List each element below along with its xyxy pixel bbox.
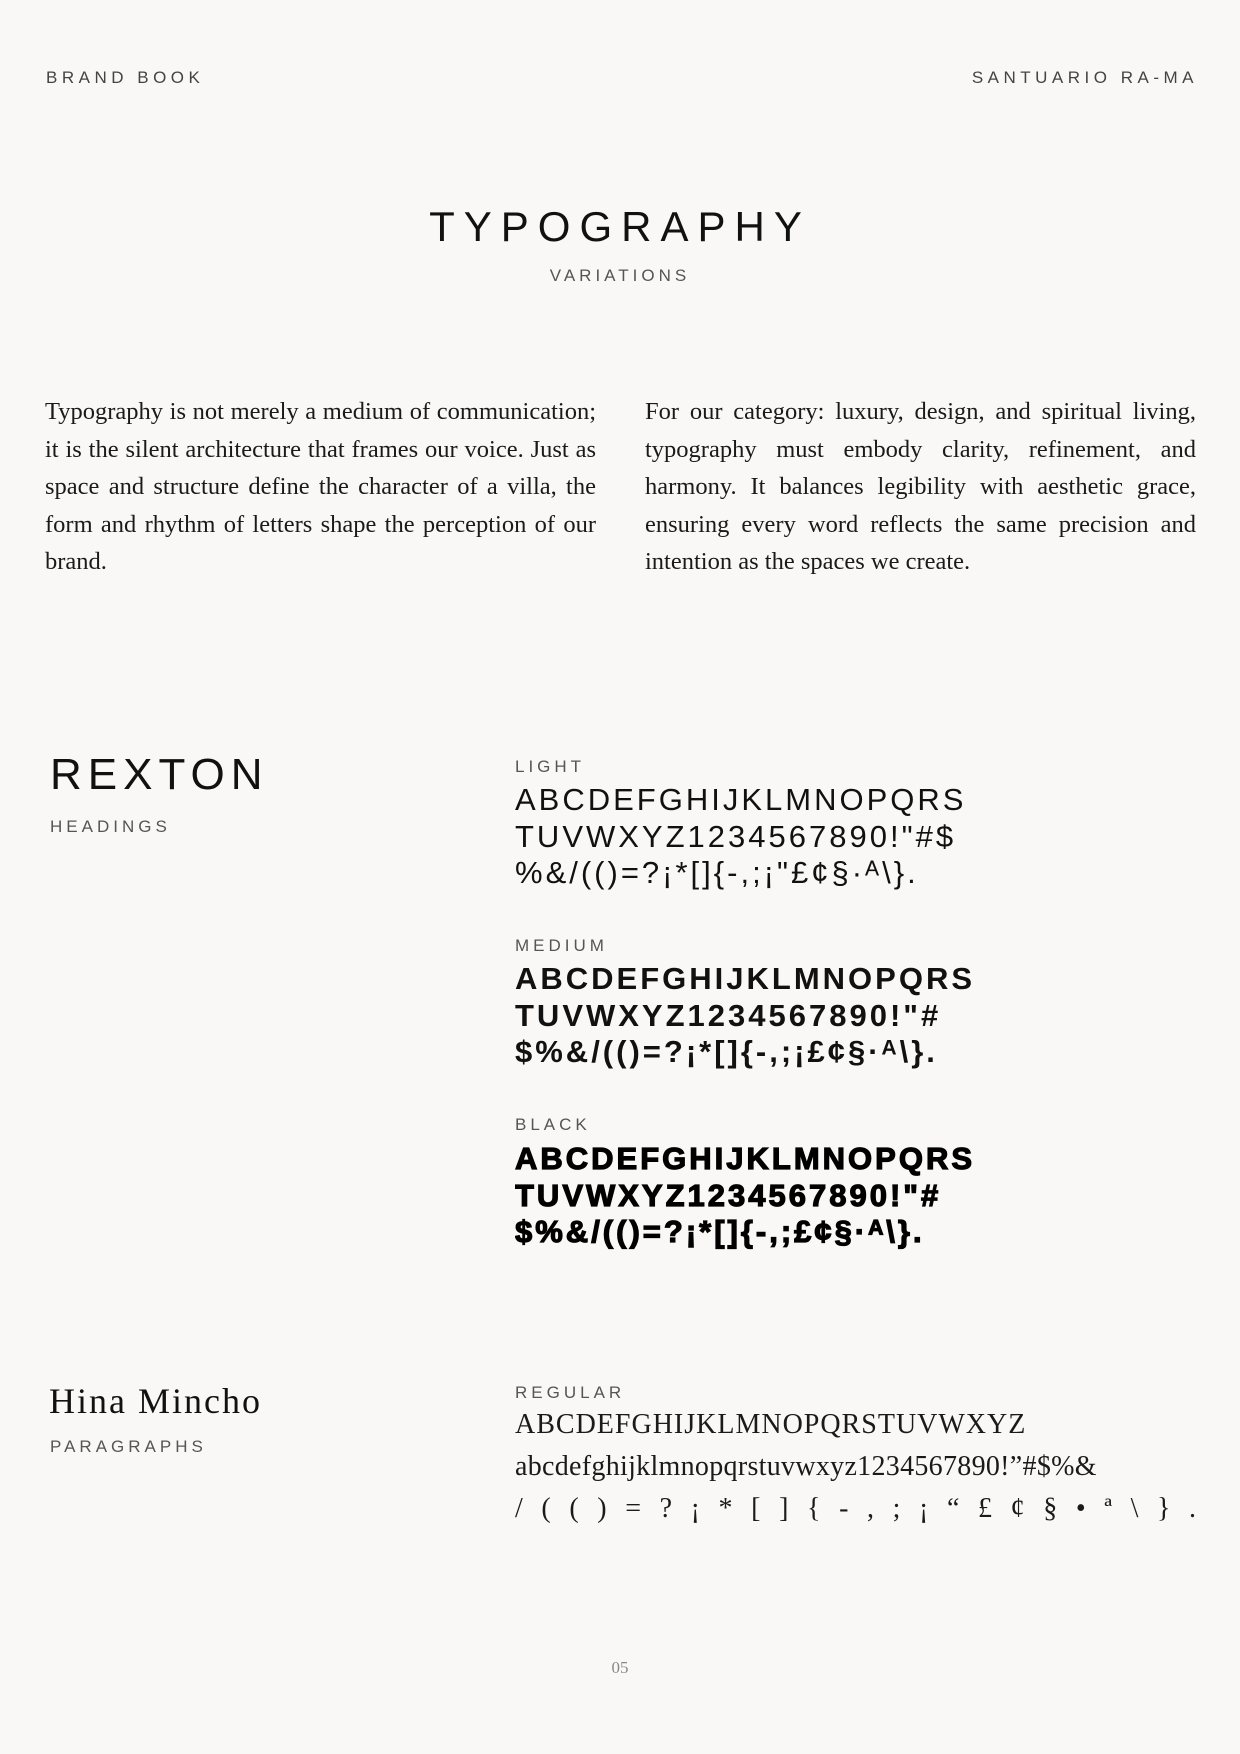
hina-mincho-regular-specimen: [515, 1404, 1197, 1530]
intro-paragraph-left: Typography is not merely a medium of communication; it is the silent architecture that frames our voice. Just as space and structure define the character of a villa, the form and rhythm of letters shape the perception of our brand.: [45, 398, 596, 575]
header-brand-name-label: SANTUARIO RA-MA: [971, 68, 1198, 87]
rexton-font-role: HEADINGS: [50, 817, 171, 836]
header-brand-book-label: BRAND BOOK: [46, 68, 205, 87]
rexton-light-specimen: [515, 782, 1197, 892]
specimen-line: $%&/(()=?¡*[]{-,;£¢§·ᴬ\}.: [515, 1214, 925, 1249]
specimen-line: TUVWXYZ1234567890!"#$: [515, 818, 957, 854]
specimen-line: / ( ( ) = ? ¡ * [ ] { - , ; ¡ “ £ ¢ § • ª \ } .: [515, 1493, 1197, 1524]
rexton-medium-specimen: [515, 961, 1197, 1071]
rexton-font-name: REXTON: [50, 750, 269, 799]
rexton-black-specimen: [515, 1141, 1197, 1251]
specimen-line: abcdefghijklmnopqrstuvwxyz1234567890!”#$%&: [515, 1451, 1097, 1482]
specimen-line: %&/(()=?¡*[]{-,;¡"£¢§·ᴬ\}.: [515, 855, 919, 890]
specimen-line: TUVWXYZ1234567890!"#: [515, 997, 942, 1033]
rexton-medium-label: MEDIUM: [515, 936, 608, 955]
specimen-line: $%&/(()=?¡*[]{-,;¡£¢§·ᴬ\}.: [515, 1034, 938, 1069]
page-title: TYPOGRAPHY: [429, 203, 811, 250]
specimen-line: ABCDEFGHIJKLMNOPQRS: [515, 1141, 976, 1176]
intro-paragraph-right: For our category: luxury, design, and spiritual living, typography must embody clarity, refinement, and harmony. It balances legibility with aesthetic grace, ensuring every word reflects the same precision and intention as the spaces we create.: [645, 398, 1196, 575]
specimen-line: ABCDEFGHIJKLMNOPQRS: [515, 782, 967, 817]
hina-mincho-regular-label: REGULAR: [515, 1383, 626, 1402]
page-subtitle: VARIATIONS: [549, 266, 691, 285]
hina-mincho-font-name: Hina Mincho: [49, 1381, 262, 1421]
rexton-black-label: BLACK: [515, 1115, 591, 1134]
rexton-light-label: LIGHT: [515, 757, 586, 776]
specimen-line: ABCDEFGHIJKLMNOPQRSTUVWXYZ: [515, 1409, 1027, 1440]
specimen-line: ABCDEFGHIJKLMNOPQRS: [515, 961, 976, 996]
specimen-line: TUVWXYZ1234567890!"#: [515, 1177, 942, 1213]
hina-mincho-font-role: PARAGRAPHS: [50, 1437, 207, 1456]
page-number: 05: [611, 1658, 629, 1677]
